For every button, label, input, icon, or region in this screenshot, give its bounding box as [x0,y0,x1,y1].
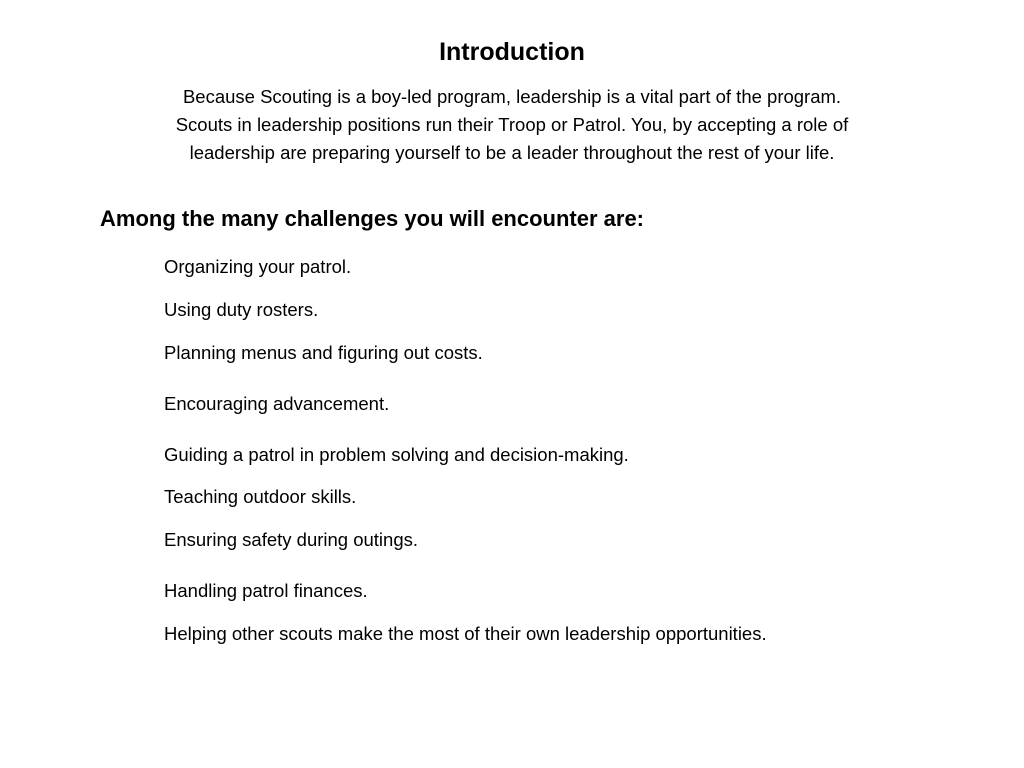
challenge-item: Using duty rosters. [164,299,319,320]
intro-paragraph [112,83,912,167]
challenges-heading: Among the many challenges you will encounter are: [100,206,645,231]
challenge-item: Ensuring safety during outings. [164,529,419,550]
challenge-item: Guiding a patrol in problem solving and decision-making. [164,444,629,465]
intro-line: Because Scouting is a boy-led program, leadership is a vital part of the program. [182,86,842,107]
challenge-item: Helping other scouts make the most of their own leadership opportunities. [164,623,767,644]
slide-title: Introduction [439,38,585,66]
intro-line: Scouts in leadership positions run their Troop or Patrol. You, by accepting a role of [175,114,849,135]
challenge-item: Encouraging advancement. [164,393,390,414]
challenge-item: Handling patrol finances. [164,580,368,601]
challenge-item: Teaching outdoor skills. [164,486,357,507]
challenge-item: Organizing your patrol. [164,256,352,277]
challenge-item: Planning menus and figuring out costs. [164,342,483,363]
intro-line: leadership are preparing yourself to be a leader throughout the rest of your life. [189,142,835,163]
